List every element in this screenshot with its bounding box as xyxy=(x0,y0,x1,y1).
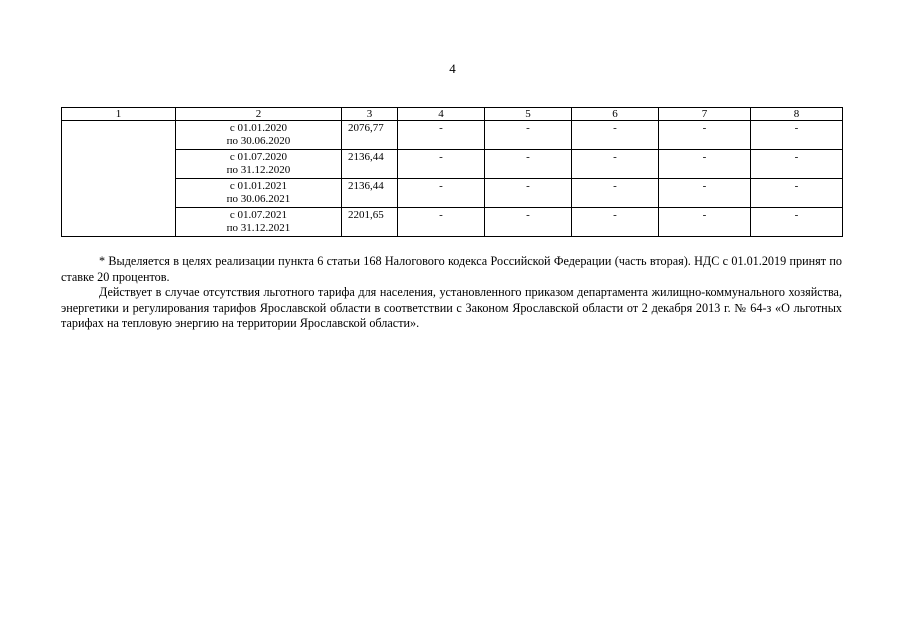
period-from: с 01.01.2020 xyxy=(229,122,288,134)
column-header: 2 xyxy=(176,108,342,121)
dash-cell: - xyxy=(485,179,572,208)
period-to: по 31.12.2021 xyxy=(226,222,291,234)
dash-cell: - xyxy=(398,121,485,150)
period-from: с 01.07.2021 xyxy=(229,209,288,221)
period-to: по 30.06.2020 xyxy=(226,135,291,147)
period-to: по 30.06.2021 xyxy=(226,193,291,205)
period-cell xyxy=(176,208,342,237)
dash-cell: - xyxy=(751,121,843,150)
dash-cell: - xyxy=(659,121,751,150)
dash-cell: - xyxy=(485,208,572,237)
page-number: 4 xyxy=(449,61,456,76)
column-header: 8 xyxy=(751,108,843,121)
dash-cell: - xyxy=(751,208,843,237)
period-to: по 31.12.2020 xyxy=(226,164,291,176)
column-header: 3 xyxy=(342,108,398,121)
group-cell xyxy=(62,121,176,237)
dash-cell: - xyxy=(572,121,659,150)
column-header: 1 xyxy=(62,108,176,121)
column-header: 4 xyxy=(398,108,485,121)
column-header: 6 xyxy=(572,108,659,121)
column-header: 5 xyxy=(485,108,572,121)
dash-cell: - xyxy=(398,150,485,179)
footnote-vat: * Выделяется в целях реализации пункта 6 статьи 168 Налогового кодекса Российской Федерации (часть вторая). НДС с 01.01.2019 принят по ставке 20 процентов. xyxy=(61,254,842,284)
dash-cell: - xyxy=(659,179,751,208)
dash-cell: - xyxy=(485,121,572,150)
table-row xyxy=(62,208,843,237)
dash-cell: - xyxy=(659,208,751,237)
tariff-value: 2201,65 xyxy=(342,208,398,237)
table-row xyxy=(62,150,843,179)
table-row xyxy=(62,179,843,208)
table-header-row xyxy=(62,108,843,121)
dash-cell: - xyxy=(572,208,659,237)
dash-cell: - xyxy=(572,179,659,208)
period-cell xyxy=(176,179,342,208)
tariff-value: 2076,77 xyxy=(342,121,398,150)
dash-cell: - xyxy=(572,150,659,179)
dash-cell: - xyxy=(398,179,485,208)
table-row xyxy=(62,121,843,150)
period-cell xyxy=(176,121,342,150)
footnote-preferential-tariff: Действует в случае отсутствия льготного тарифа для населения, установленного приказом департамента жилищно-коммунального хозяйства, энергетики и регулирования тарифов Ярославской области в соответствии с Законом Ярославской области от 2 декабря 2013 г. № 64-з «О льготных тарифах на тепловую энергию на территории Ярославской области». xyxy=(61,285,842,330)
period-from: с 01.01.2021 xyxy=(229,180,288,192)
dash-cell: - xyxy=(485,150,572,179)
dash-cell: - xyxy=(659,150,751,179)
footnotes xyxy=(61,254,842,332)
period-cell xyxy=(176,150,342,179)
dash-cell: - xyxy=(751,179,843,208)
tariff-table xyxy=(61,107,843,237)
period-from: с 01.07.2020 xyxy=(229,151,288,163)
tariff-value: 2136,44 xyxy=(342,179,398,208)
dash-cell: - xyxy=(398,208,485,237)
tariff-value: 2136,44 xyxy=(342,150,398,179)
dash-cell: - xyxy=(751,150,843,179)
column-header: 7 xyxy=(659,108,751,121)
